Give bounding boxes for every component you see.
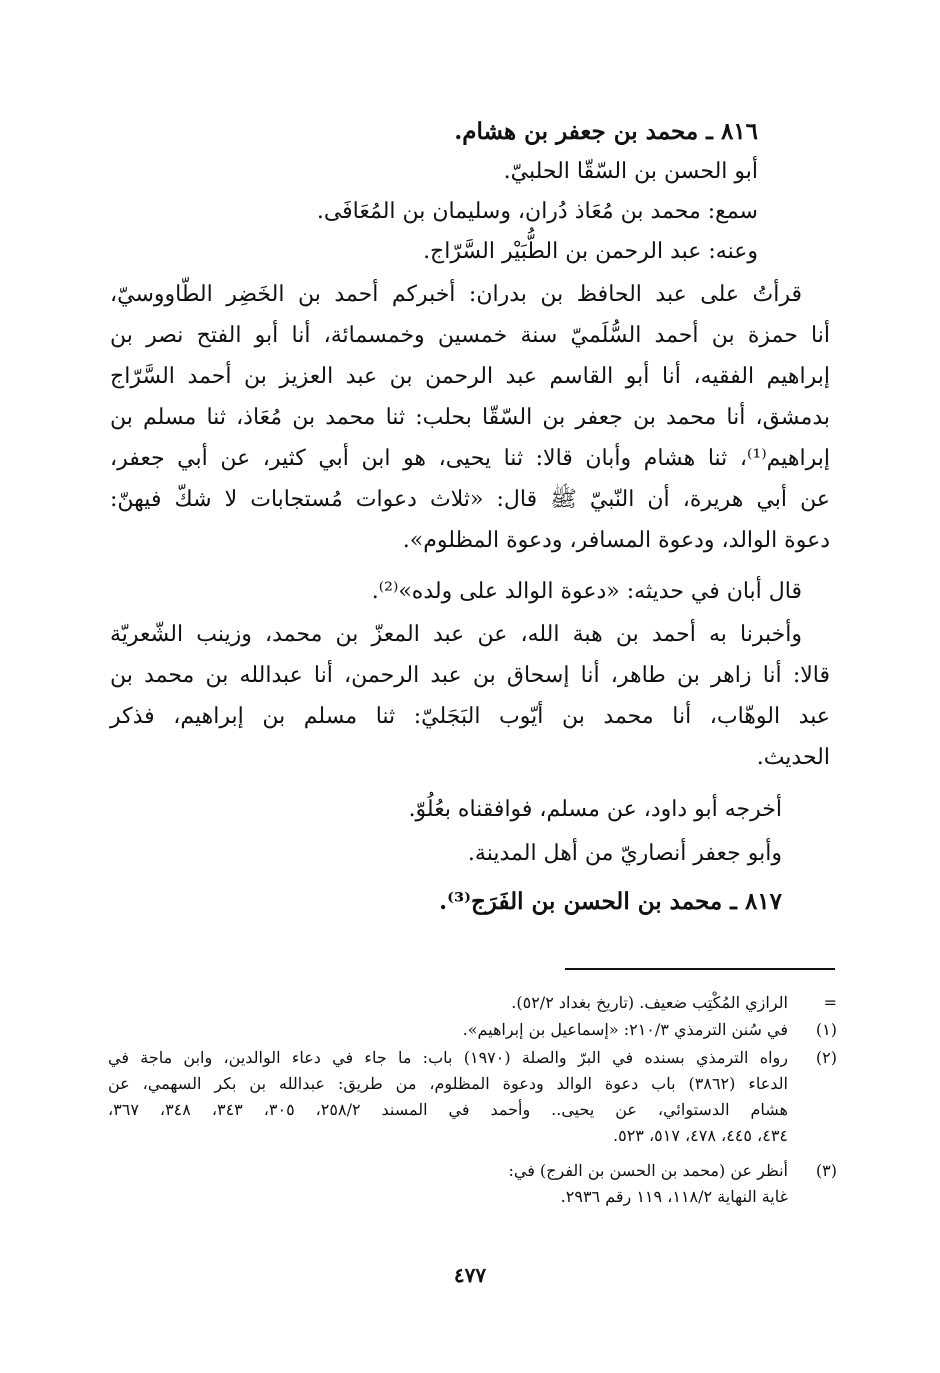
footnote-marker: (٢) — [815, 1048, 837, 1067]
footnote-marker: = — [823, 993, 837, 1012]
footnote-line: ٤٣٤، ٤٤٥، ٤٧٨، ٥١٧، ٥٢٣. — [613, 1126, 788, 1145]
footnote-line: الرازي المُكْتِب ضعيف. (تاريخ بغداد ٥٢/٢). — [511, 993, 788, 1012]
paragraph-1-line: بدمشق، أنا محمد بن جعفر بن السّقّا بحلب: ثنا محمد بن مُعَاذ، ثنا مسلم بن — [110, 405, 830, 430]
paragraph-3-line: وأخبرنا به أحمد بن هبة الله، عن عبد المعزّ بن محمد، وزينب الشّعريّة — [110, 622, 802, 647]
paragraph-3-line: عبد الوهّاب، أنا محمد بن أيّوب البَجَليّ: ثنا مسلم بن إبراهيم، فذكر — [110, 704, 830, 729]
footnote-line: أنظر عن (محمد بن الحسن بن الفرج) في: — [508, 1161, 788, 1180]
paragraph-1-line: إبراهيم الفقيه، أنا أبو القاسم عبد الرحمن بن عبد العزيز بن أحمد السَّرّاج — [110, 364, 830, 389]
paragraph-3-line: الحديث. — [756, 745, 830, 770]
paragraph-1-line: قرأتُ على عبد الحافظ بن بدران: أخبركم أحمد بن الخَضِر الطّاووسيّ، — [110, 282, 802, 307]
footnote-line: في سُنن الترمذي ٢١٠/٣: «إسماعيل بن إبراهيم». — [462, 1020, 788, 1039]
paragraph-2: قال أبان في حديثه: «دعوة الوالد على ولده»⁽²⁾. — [371, 579, 802, 604]
entry-817-heading: ٨١٧ ـ محمد بن الحسن بن الفَرَج⁽³⁾. — [439, 888, 782, 915]
footnote-separator — [565, 968, 835, 970]
footnote-line: غاية النهاية ١١٨/٢، ١١٩ رقم ٢٩٣٦. — [560, 1187, 788, 1206]
footnote-line: رواه الترمذي بسنده في البرّ والصلة (١٩٧٠) باب: ما جاء في دعاء الوالدين، وابن ماجة في — [108, 1048, 788, 1067]
paragraph-4-line: وأبو جعفر أنصاريّ من أهل المدينة. — [467, 841, 782, 866]
paragraph-4-line: أخرجه أبو داود، عن مسلم، فوافقناه بعُلُوّ. — [408, 797, 782, 822]
entry-816-kunya: أبو الحسن بن السّقّا الحلبيّ. — [503, 159, 758, 184]
footnote-line: الدعاء (٣٨٦٢) باب دعوة الوالد ودعوة المظلوم، من طريق: عبدالله بن بكر السهمي، عن — [108, 1074, 789, 1093]
footnote-line: هشام الدستوائي، عن يحيى.. وأحمد في المسند ٢٥٨/٢، ٣٠٥، ٣٤٣، ٣٤٨، ٣٦٧، — [108, 1100, 788, 1119]
entry-816-teachers: سمع: محمد بن مُعَاذ دُران، وسليمان بن المُعَافَى. — [316, 199, 758, 224]
page-number: ٤٧٧ — [453, 1263, 487, 1287]
paragraph-3-line: قالا: أنا زاهر بن طاهر، أنا إسحاق بن عبد الرحمن، أنا عبدالله بن محمد بن — [110, 663, 830, 688]
entry-816-heading: ٨١٦ ـ محمد بن جعفر بن هشام. — [454, 118, 758, 145]
paragraph-1-line: إبراهيم⁽¹⁾، ثنا هشام وأبان قالا: ثنا يحيى، هو ابن أبي كثير، عن أبي جعفر، — [110, 446, 830, 471]
paragraph-1-line: أنا حمزة بن أحمد السُّلَميّ سنة خمسين وخمسمائة، أنا أبو الفتح نصر بن — [110, 323, 830, 348]
entry-816-students: وعنه: عبد الرحمن بن الطُّبَيْر السَّرّاج. — [423, 239, 758, 264]
paragraph-1-line: عن أبي هريرة، أن النّبيّ ﷺ قال: «ثلاث دعوات مُستجابات لا شكّ فيهنّ: — [110, 487, 830, 512]
footnote-marker: (١) — [815, 1020, 837, 1039]
paragraph-1-line: دعوة الوالد، ودعوة المسافر، ودعوة المظلوم». — [402, 528, 830, 553]
footnote-marker: (٣) — [815, 1161, 837, 1180]
